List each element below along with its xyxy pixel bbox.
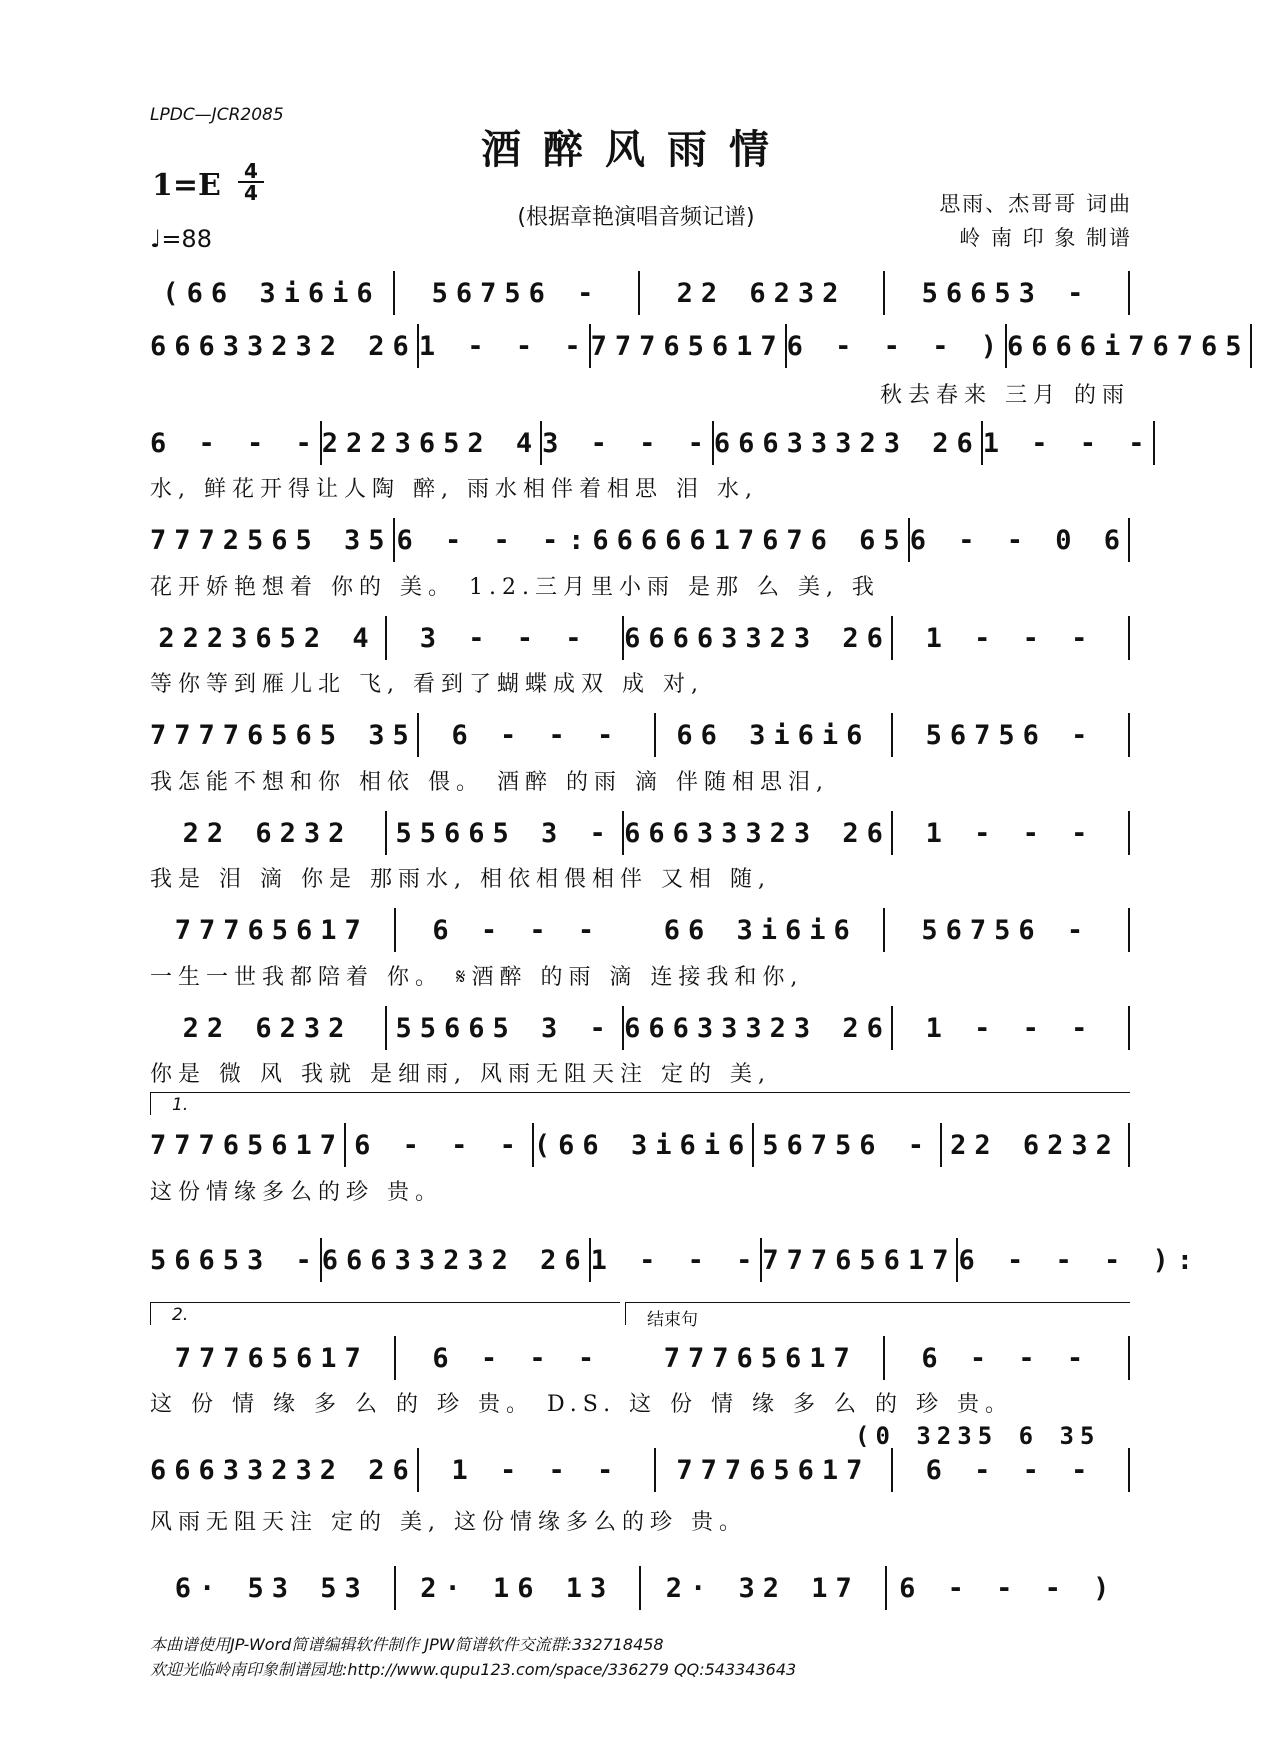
time-sig-top: 4	[244, 159, 258, 183]
measure: 1 - - -	[451, 1454, 622, 1486]
notation-row	[150, 712, 1130, 758]
time-sig-bottom: 4	[244, 181, 258, 205]
measure: 77765617	[174, 914, 369, 946]
measure: 6 - - - ):	[958, 1244, 1202, 1276]
notation-row	[150, 615, 1130, 661]
measure: 66663323 26	[624, 622, 891, 654]
measure: 77765617	[676, 1454, 871, 1486]
notation-measures	[150, 1237, 1202, 1283]
lyric-line-5: 我怎能不想和你 相依 偎。 酒醉 的雨 滴 伴随相思泪,	[150, 770, 829, 795]
barline	[1128, 518, 1130, 562]
lyric-line-7: 一生一世我都陪着 你。 𝄋酒醉 的雨 滴 连接我和你,	[150, 965, 804, 990]
measure: 77765617	[663, 1342, 858, 1374]
measure: 66633323 26	[624, 817, 891, 849]
notation-measures	[150, 1005, 1130, 1051]
notation-measures	[150, 323, 1250, 369]
notation-row	[150, 1447, 1130, 1493]
volta-2-label: 2.	[172, 1305, 189, 1325]
barline	[1128, 1006, 1130, 1050]
score-code: LPDC—JCR2085	[150, 105, 284, 125]
subtitle: (根据章艳演唱音频记谱)	[517, 205, 755, 230]
barline	[1128, 616, 1130, 660]
lyric-line-6: 我是 泪 滴 你是 那雨水, 相依相偎相伴 又相 随,	[150, 867, 771, 892]
notation-measures	[150, 1565, 1130, 1611]
notation-measures	[150, 712, 1130, 758]
measure: 2· 32 17	[665, 1572, 860, 1604]
measure: 7772565 35	[150, 524, 393, 556]
measure: 66633232 26	[150, 330, 417, 362]
notation-measures	[150, 1122, 1130, 1168]
measure: 56653 -	[921, 277, 1092, 309]
measure: 77765617	[590, 330, 785, 362]
measure: 6 - - -	[925, 1454, 1096, 1486]
measure: 2· 16 13	[420, 1572, 615, 1604]
measure: 2223652 4	[158, 622, 377, 654]
measure: 56756 -	[762, 1129, 933, 1161]
footer-line-2: 欢迎光临岭南印象制谱园地:http://www.qupu123.com/space/336279 QQ:543343643	[150, 1660, 797, 1679]
measure: 77765617	[174, 1342, 369, 1374]
measure: 6 - - -	[150, 427, 320, 459]
notation-row	[150, 907, 1130, 953]
notation-measures	[150, 907, 1130, 953]
barline	[1128, 713, 1130, 757]
notation-row	[150, 517, 1130, 563]
measure: 66633323 26	[713, 427, 981, 459]
barline	[1128, 1336, 1130, 1380]
measure: 6 - - -	[451, 719, 622, 751]
measure: 3 - - -	[542, 427, 712, 459]
coda-bracket	[625, 1302, 1130, 1330]
measure: 6 - - -	[396, 524, 567, 556]
measure: 1 - - -	[925, 1012, 1096, 1044]
volta-1-label: 1.	[172, 1095, 189, 1115]
measure: 6 - - -	[432, 914, 603, 946]
tempo-mark: ♩=88	[150, 225, 212, 253]
notation-measures	[150, 1335, 1130, 1381]
measure: 22 6232	[182, 1012, 353, 1044]
counter-melody: (0 3235 6 35	[855, 1422, 1101, 1450]
time-signature	[238, 159, 264, 205]
notation-row	[150, 1335, 1130, 1381]
coda-label: 结束句	[647, 1310, 698, 1330]
notation-measures	[150, 810, 1130, 856]
measure: 55665 3 -	[395, 817, 614, 849]
barline	[1128, 1123, 1130, 1167]
measure: 66 3i6i6	[663, 914, 858, 946]
song-title: 酒醉风雨情	[481, 126, 791, 173]
notation-row	[150, 1237, 1202, 1283]
measure: 56756 -	[925, 719, 1096, 751]
measure: 1 - - -	[590, 1244, 761, 1276]
measure: 2223652 4	[321, 427, 541, 459]
measure: :6666617676 65	[568, 524, 908, 556]
measure: 56653 -	[150, 1244, 320, 1276]
credit-score: 岭 南 印 象 制谱	[959, 226, 1132, 250]
measure: 6 - - -	[921, 1342, 1092, 1374]
measure: 22 6232	[182, 817, 353, 849]
measure: 66633232 26	[321, 1244, 589, 1276]
lyric-line-8: 你是 微 风 我就 是细雨, 风雨无阻天注 定的 美,	[150, 1062, 771, 1087]
measure: 66 3i6i6	[676, 719, 871, 751]
notation-row	[150, 323, 1250, 369]
lyric-line-9: 这份情缘多么的珍 贵。	[150, 1180, 443, 1205]
notation-row	[150, 1565, 1130, 1611]
volta-2-bracket	[150, 1302, 620, 1325]
lyric-line-10: 这 份 情 缘 多 么 的 珍 贵。 D.S. 这 份 情 缘 多 么 的 珍 贵。	[150, 1392, 1014, 1417]
lyric-line-1: 秋去春来 三月 的雨	[880, 383, 1130, 408]
measure: 1 - - -	[925, 817, 1096, 849]
key-signature: 1=E	[152, 168, 221, 203]
measure: 66633323 26	[624, 1012, 891, 1044]
measure: 1 - - -	[925, 622, 1096, 654]
measure: 6666i76765	[1006, 330, 1250, 362]
measure: 22 6232	[950, 1129, 1120, 1161]
measure: 6 - - 0 6	[909, 524, 1128, 556]
lyric-line-2: 水, 鲜花开得让人陶 醉, 雨水相伴着相思 泪 水,	[150, 477, 758, 502]
measure: 56756 -	[431, 277, 602, 309]
barline	[1250, 324, 1252, 368]
credit-words: 思雨、杰哥哥 词曲	[939, 192, 1132, 216]
notation-measures	[150, 615, 1130, 661]
measure: 6 - - - )	[899, 1572, 1118, 1604]
lyric-line-4: 等你等到雁儿北 飞, 看到了蝴蝶成双 成 对,	[150, 672, 704, 697]
measure: 77765617	[150, 1129, 345, 1161]
measure: 1 - - -	[982, 427, 1153, 459]
measure: (66 3i6i6	[162, 277, 381, 309]
volta-1-bracket	[150, 1092, 1130, 1115]
notation-row	[150, 270, 1130, 316]
notation-row	[150, 1005, 1130, 1051]
measure: 6· 53 53	[174, 1572, 369, 1604]
notation-row	[150, 1122, 1130, 1168]
notation-measures	[150, 270, 1130, 316]
lyric-line-3: 花开娇艳想着 你的 美。 1.2.三月里小雨 是那 么 美, 我	[150, 575, 880, 600]
measure: 22 6232	[676, 277, 847, 309]
measure: 56756 -	[921, 914, 1092, 946]
measure: 3 - - -	[419, 622, 590, 654]
barline	[1128, 1448, 1130, 1492]
measure: (66 3i6i6	[533, 1129, 753, 1161]
barline	[1153, 421, 1155, 465]
measure: 77765617	[762, 1244, 957, 1276]
notation-measures	[150, 517, 1130, 563]
measure: 6 - - - )	[786, 330, 1005, 362]
notation-row	[150, 810, 1130, 856]
measure: 6 - - -	[354, 1129, 524, 1161]
measure: 55665 3 -	[395, 1012, 614, 1044]
barline	[1128, 908, 1130, 952]
notation-row	[150, 420, 1153, 466]
notation-measures	[150, 1447, 1130, 1493]
measure: 66633232 26	[150, 1454, 417, 1486]
barline	[1128, 271, 1130, 315]
measure: 1 - - -	[418, 330, 589, 362]
lyric-line-11: 风雨无阻天注 定的 美, 这份情缘多么的珍 贵。	[150, 1510, 747, 1535]
notation-measures	[150, 420, 1153, 466]
measure: 77776565 35	[150, 719, 417, 751]
footer-line-1: 本曲谱使用JP-Word简谱编辑软件制作 JPW简谱软件交流群:332718458	[150, 1635, 664, 1654]
barline	[1128, 811, 1130, 855]
measure: 6 - - -	[432, 1342, 603, 1374]
